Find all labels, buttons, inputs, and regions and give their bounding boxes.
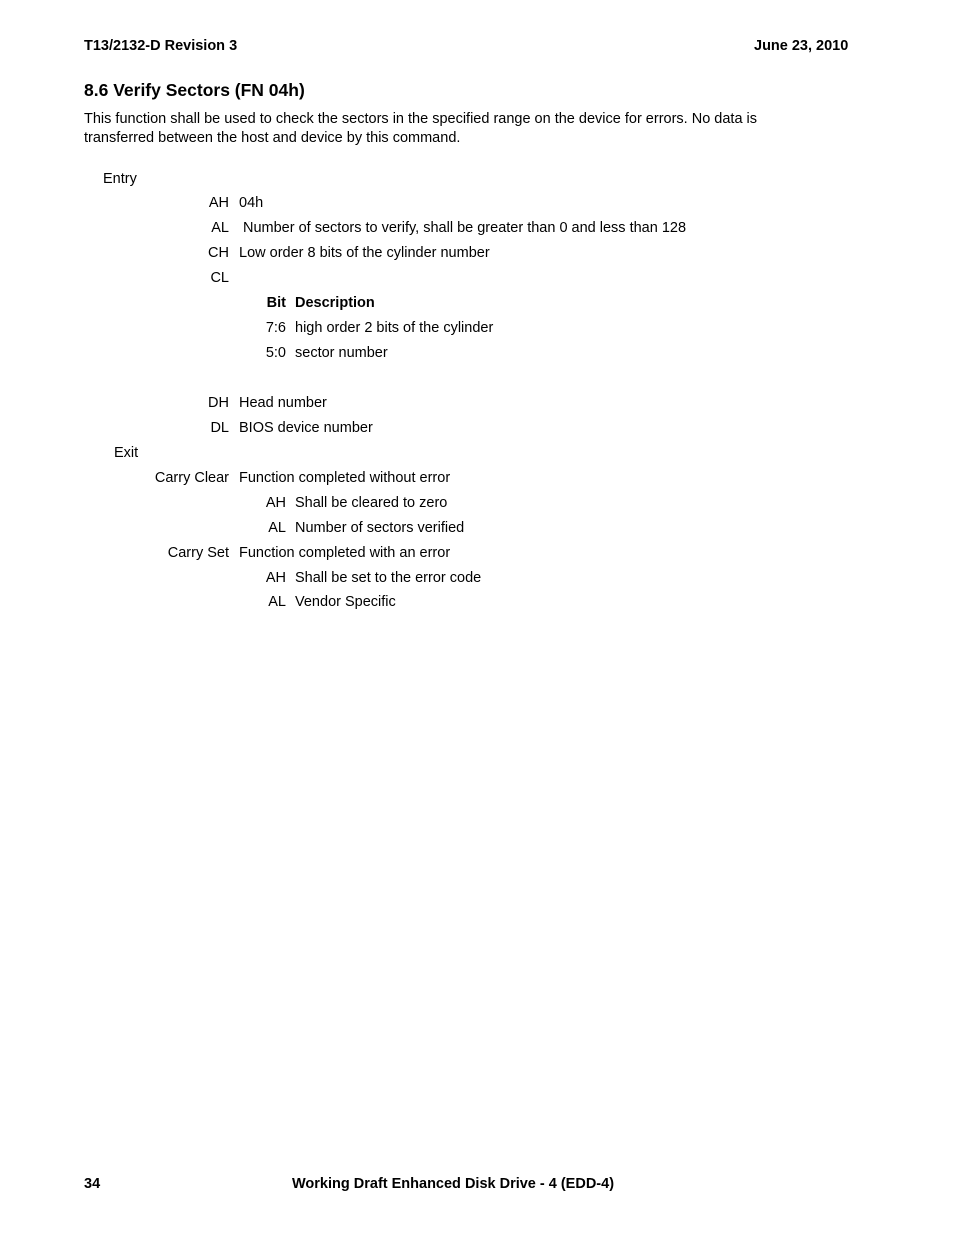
footer-doc-title: Working Draft Enhanced Disk Drive - 4 (EDD-4)	[292, 1176, 615, 1192]
footer-page-number: 34	[84, 1176, 101, 1192]
entry-cl-register: CL	[210, 270, 229, 286]
entry-ch-register: CH	[208, 245, 229, 261]
entry-dl-register: DL	[210, 420, 229, 436]
header-date: June 23, 2010	[754, 38, 849, 54]
carry-clear-al-register: AL	[268, 520, 286, 536]
carry-clear-label: Carry Clear	[154, 470, 229, 486]
carry-set-ah-desc: Shall be set to the error code	[295, 570, 482, 586]
cl-table-desc: sector number	[295, 345, 388, 361]
entry-dl-desc: BIOS device number	[239, 420, 373, 436]
entry-label: Entry	[103, 171, 137, 187]
section-title: 8.6 Verify Sectors (FN 04h)	[84, 80, 305, 100]
header-doc-id: T13/2132-D Revision 3	[84, 38, 238, 54]
cl-table-desc-header: Description	[295, 295, 375, 311]
entry-ch-desc: Low order 8 bits of the cylinder number	[239, 245, 490, 261]
exit-label: Exit	[114, 445, 139, 461]
entry-ah-desc: 04h	[239, 195, 264, 211]
entry-dh-register: DH	[208, 395, 229, 411]
entry-al-desc: Number of sectors to verify, shall be greater than 0 and less than 128	[243, 220, 687, 236]
cl-table-bit-header: Bit	[266, 295, 286, 311]
carry-set-desc: Function completed with an error	[239, 545, 451, 561]
entry-al-register: AL	[211, 220, 229, 236]
intro-line-2: transferred between the host and device by this command.	[84, 130, 461, 146]
intro-line-1: This function shall be used to check the sectors in the specified range on the device for errors. No data is	[84, 111, 758, 127]
cl-table-desc: high order 2 bits of the cylinder	[295, 320, 494, 336]
carry-set-label: Carry Set	[167, 545, 229, 561]
carry-clear-al-desc: Number of sectors verified	[295, 520, 465, 536]
carry-set-ah-register: AH	[265, 570, 286, 586]
entry-dh-desc: Head number	[239, 395, 327, 411]
carry-set-al-desc: Vendor Specific	[295, 594, 396, 610]
cl-table-bit: 5:0	[265, 345, 286, 361]
carry-clear-ah-desc: Shall be cleared to zero	[295, 495, 448, 511]
entry-ah-register: AH	[208, 195, 229, 211]
carry-clear-ah-register: AH	[265, 495, 286, 511]
carry-clear-desc: Function completed without error	[239, 470, 451, 486]
cl-table-bit: 7:6	[265, 320, 286, 336]
carry-set-al-register: AL	[268, 594, 286, 610]
